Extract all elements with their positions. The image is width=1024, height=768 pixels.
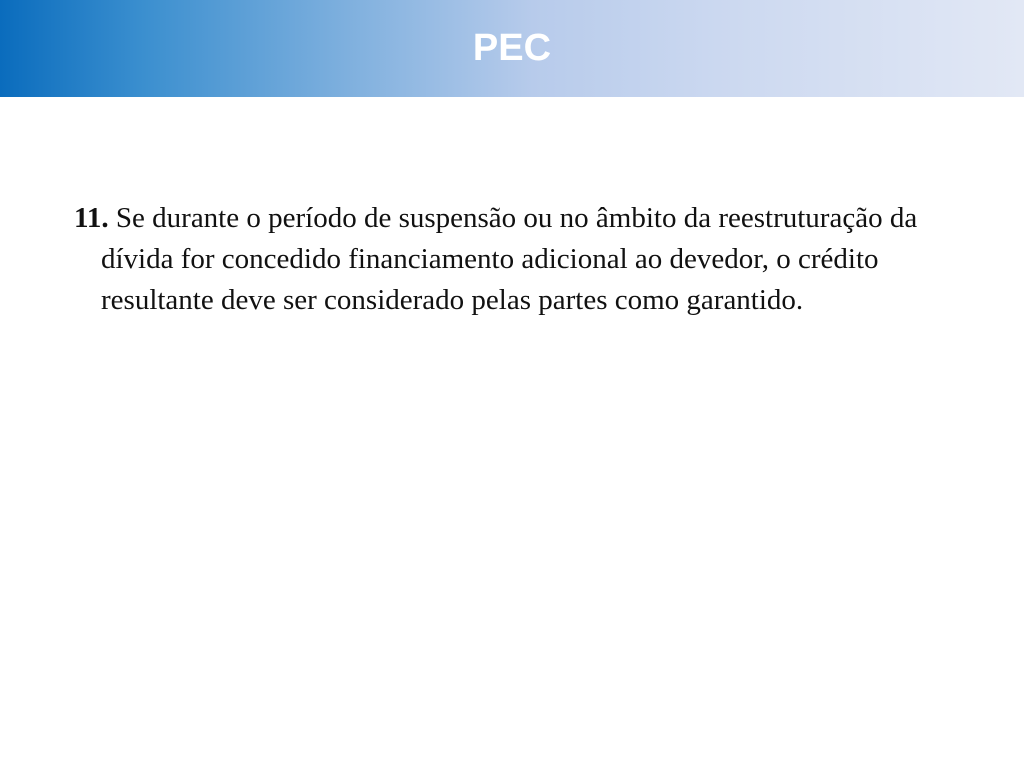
- item-text: Se durante o período de suspensão ou no âmbito da reestruturação da dívida for concedido financiamento adicional ao devedor, o crédito resultante deve ser considerado pelas partes como garantido.: [101, 202, 918, 316]
- item-number: 11.: [74, 202, 109, 234]
- slide-title: PEC: [472, 27, 552, 69]
- list-item: [74, 198, 924, 321]
